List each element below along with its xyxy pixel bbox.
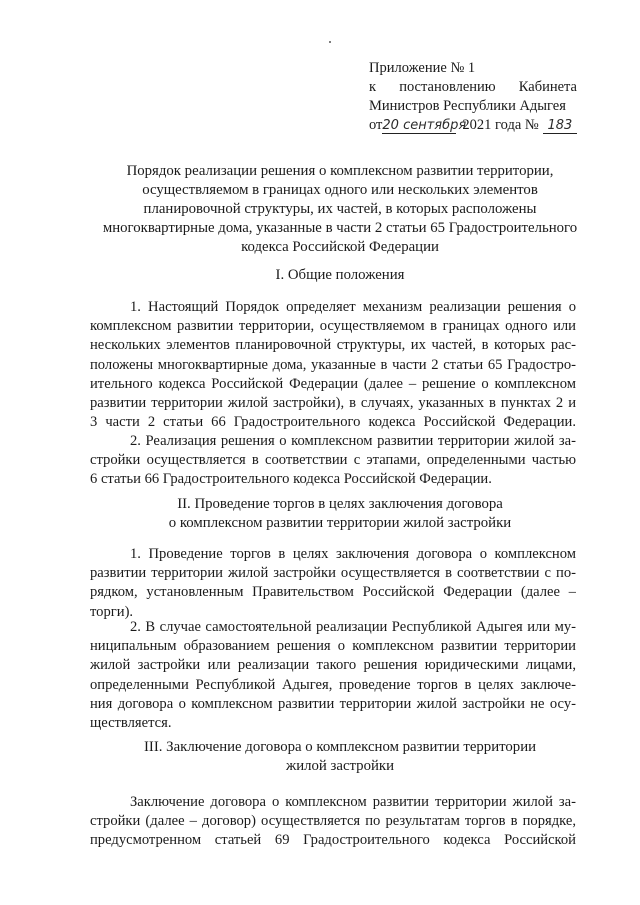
scan-speck [329,41,331,43]
text-line: Заключение договора о комплексном развитии территории жилой за- [130,794,576,810]
date-year: 2021 года № [462,117,539,133]
annex-word-decree: постановлению [399,79,496,95]
text-line: развитии территории жилой застройки), в случаях, указанных в пунктах 2 и [90,395,576,412]
text-line: 2. В случае самостоятельной реализации Республикой Адыгея или му- [130,619,576,635]
text-line: стройки (далее – договор) осуществляется по результатам торгов в порядке, [90,813,576,830]
date-prefix: от [369,117,383,133]
handwritten-date: 20 сентября [382,118,467,133]
text-line: 1. Проведение торгов в целях заключения договора о комплексном [130,546,576,562]
text-line: предусмотренном статьей 69 Градостроительного кодекса Российской [90,832,576,849]
text-line: жилой застройки или реализации такого решения юридическими лицами, [90,657,576,674]
text-line: 3 части 2 статьи 66 Градостроительного кодекса Российской Федерации. [90,414,576,431]
document-title [90,162,590,257]
annex-word-cabinet: Кабинета [518,79,577,95]
text-line: нескольких элементов планировочной структуры, их частей, в которых рас- [90,337,576,354]
section-1-heading: I. Общие положения [275,267,405,283]
section-3-paragraph-1 [90,793,576,851]
annex-header [369,59,577,135]
handwritten-number: 183 [543,118,577,134]
annex-word-k: к [369,79,377,95]
text-line: ительного кодекса Российской Федерации (далее – решение о комплексном [90,375,576,392]
text-line: положены многоквартирные дома, указанные в части 2 статьи 65 Градостро- [90,356,576,373]
text-line: торги). [90,603,134,620]
title-line: многоквартирные дома, указанные в части 2 статьи 65 Градостроительного [102,220,578,236]
annex-line-2 [369,78,577,97]
section-1-paragraph-2 [90,432,576,490]
section-2-heading: II. Проведение торгов в целях заключения договора о комплексном развитии территории жилой застройки [168,496,512,531]
title-line: планировочной структуры, их частей, в которых расположены [143,201,537,217]
text-line: ния договора о комплексном развитии территории жилой застройки не осу- [90,695,576,712]
annex-title: Приложение № 1 [369,60,476,76]
text-line: 1. Настоящий Порядок определяет механизм реализации решения о [130,299,576,315]
text-line: развитии территории жилой застройки осуществляется в соответствии с по- [90,565,576,582]
text-line: 2. Реализация решения о комплексном развитии территории жилой за- [130,433,576,449]
text-line: рядком, установленным Правительством Российской Федерации (далее – [90,584,576,601]
title-line: Порядок реализации решения о комплексном развитии территории, [126,163,554,179]
section-2-paragraph-2 [90,618,576,733]
annex-line-3: Министров Республики Адыгея [369,98,566,114]
section-3-heading: III. Заключение договора о комплексном развитии территории жилой застройки [143,739,537,774]
annex-date-line [369,116,577,135]
text-line: стройки осуществляется в соответствии с этапами, определенными частью [90,452,576,469]
text-line: комплексном развитии территории, осуществляемом в границах одного или [90,318,576,335]
title-line: осуществляемом в границах одного или нескольких элементов [142,182,538,198]
text-line: ниципальным образованием решения о комплексном развитии территории [90,638,576,655]
text-line: ществляется. [90,715,172,732]
text-line: определенными Республикой Адыгея, проведение торгов в целях заключе- [90,676,576,693]
title-line: кодекса Российской Федерации [241,239,439,255]
text-line: 6 статьи 66 Градостроительного кодекса Российской Федерации. [90,471,492,488]
section-2-paragraph-1 [90,545,576,622]
section-1-paragraph-1 [90,298,576,432]
